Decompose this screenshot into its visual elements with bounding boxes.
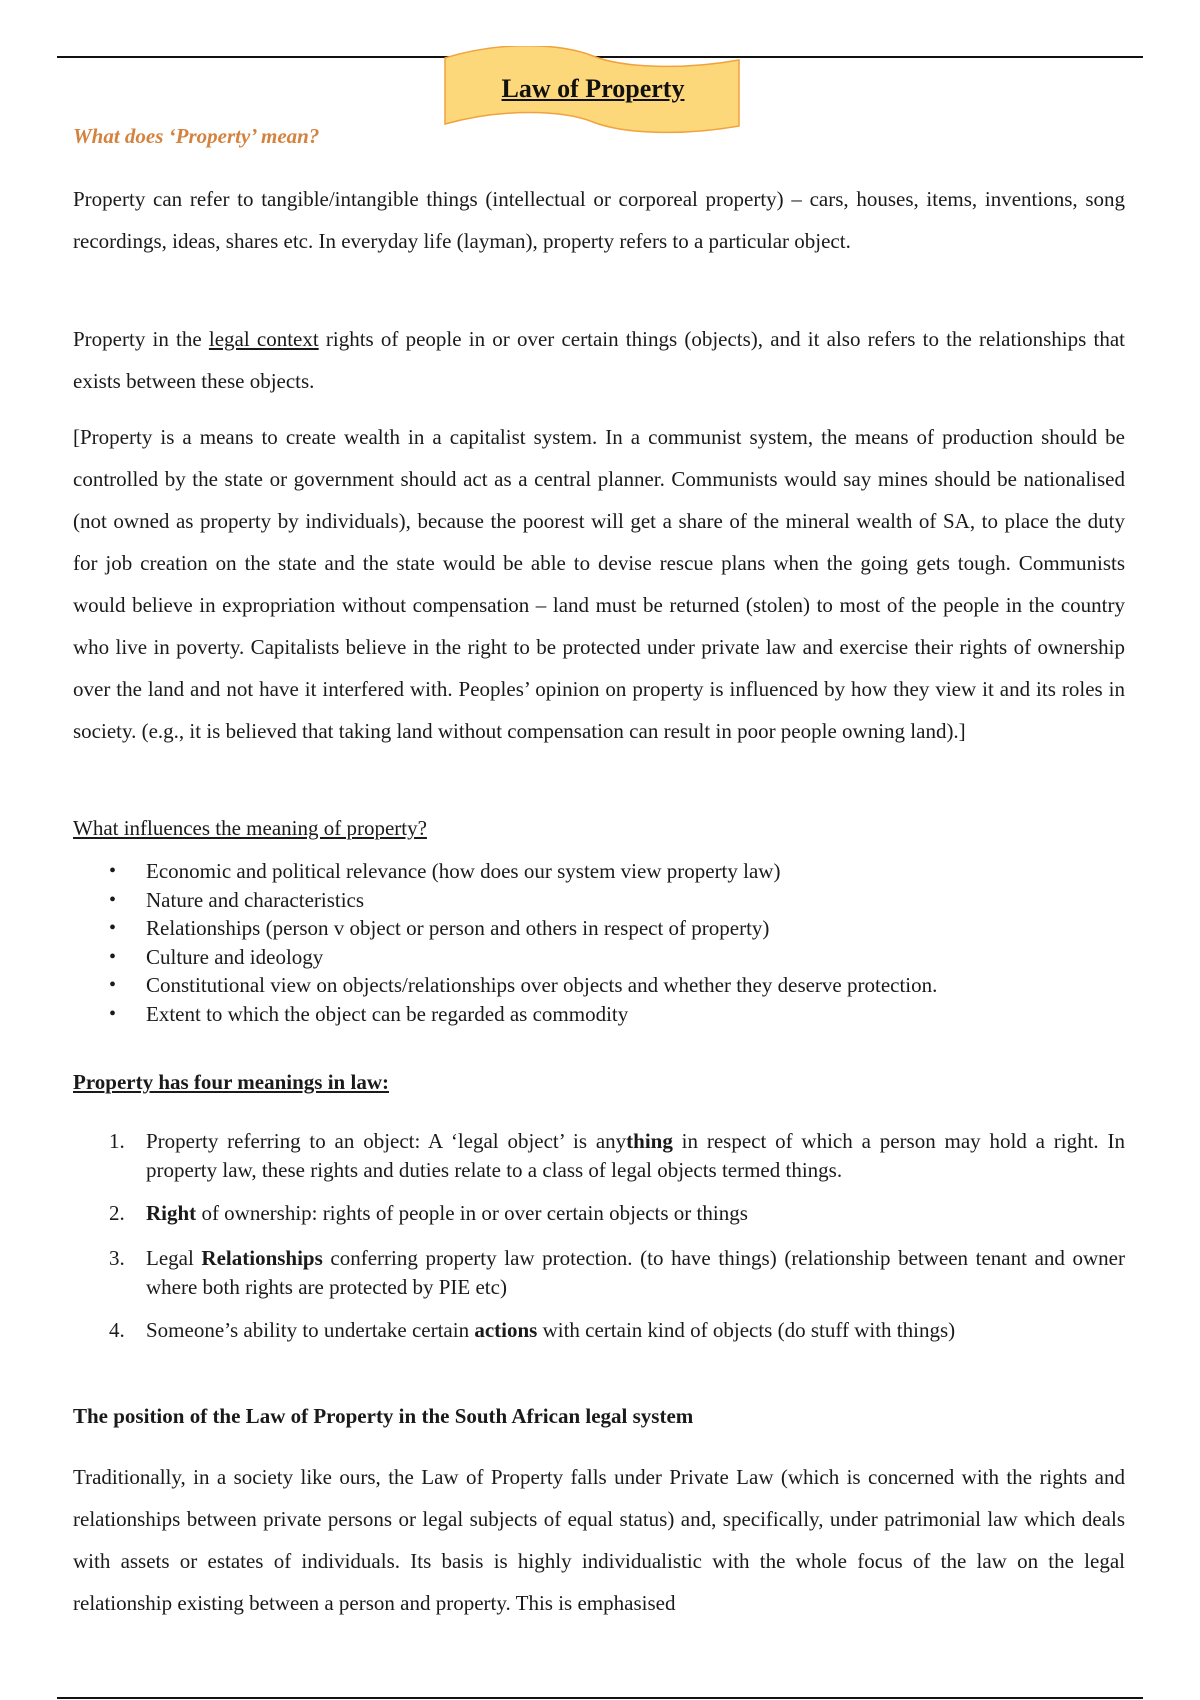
bullet-icon: • — [109, 1002, 117, 1025]
influence-text: Extent to which the object can be regarded as commodity — [146, 1001, 629, 1026]
bottom-rule — [57, 1697, 1143, 1699]
meaning-number: 4. — [109, 1318, 125, 1342]
legal-context-underline: legal context — [208, 327, 319, 351]
meaning-keyword: thing — [626, 1129, 673, 1153]
meaning-item: 4. Someone’s ability to undertake certain actions with certain kind of objects (do stuff with things) — [73, 1316, 1125, 1345]
bullet-icon: • — [109, 860, 117, 882]
title-banner — [443, 46, 743, 144]
section-subheading: What does ‘Property’ mean? — [73, 124, 320, 148]
influence-item — [73, 914, 1125, 943]
influence-text: Relationships (person v object or person and others in respect of property) — [146, 916, 770, 940]
influence-item — [73, 971, 1125, 1000]
paragraph-legal-context: Property in the legal context rights of people in or over certain things (objects), and it also refers to the relationships that exists between these objects. — [73, 327, 1125, 393]
meaning-item: 1. Property referring to an object: A ‘legal object’ is anything in respect of which a person may hold a right. In property law, these rights and duties relate to a class of legal objects termed things. — [109, 1129, 1125, 1182]
influence-item — [73, 886, 1125, 915]
bullet-icon: • — [109, 888, 117, 911]
meaning-keyword: actions — [474, 1318, 538, 1342]
bullet-icon: • — [109, 945, 117, 968]
paragraph-capitalism-communism: [Property is a means to create wealth in a capitalist system. In a communist system, the means of production should be controlled by the state or government should act as a central planner. Communists would say mines should be nationalised (not owned as property by individuals), because the poorest will get a share of the mineral wealth of SA, to place the duty for job creation on the state and the state would be able to devise rescue plans when the going gets tough. Communists would believe in expropriation without compensation – land must be returned (stolen) to most of the people in the country who live in poverty. Capitalists believe in the right to be protected under private law and exercise their rights of ownership over the land and not have it interfered with. Peoples’ opinion on property is influenced by how they view it and its roles in society. (e.g., it is believed that taking land without compensation can result in poor people owning land).] — [73, 425, 1125, 743]
influence-text: Culture and ideology — [146, 944, 324, 969]
meaning-keyword: Relationships — [201, 1246, 323, 1270]
influence-item — [73, 943, 1125, 972]
bullet-icon: • — [109, 917, 117, 939]
four-meanings-heading: Property has four meanings in law: — [73, 1070, 389, 1094]
influences-heading: What influences the meaning of property? — [73, 816, 427, 840]
position-heading: The position of the Law of Property in the South African legal system — [73, 1404, 694, 1428]
meaning-item: 3. Legal Relationships conferring property law protection. (to have things) (relationship between tenant and owner where both rights are protected by PIE etc) — [109, 1246, 1125, 1299]
meaning-number: 2. — [109, 1201, 125, 1225]
paragraph-intro: Property can refer to tangible/intangible things (intellectual or corporeal property) – cars, houses, items, inventions, song recordings, ideas, shares etc. In everyday life (layman), property refers to a particular object. — [73, 187, 1125, 253]
meaning-number: 1. — [109, 1129, 125, 1153]
influence-text: Economic and political relevance (how does our system view property law) — [146, 859, 781, 883]
influences-list — [73, 857, 1125, 1028]
influence-text: Nature and characteristics — [146, 887, 365, 912]
influence-item — [73, 857, 1125, 886]
influence-text: Constitutional view on objects/relationships over objects and whether they deserve protection. — [146, 973, 938, 997]
paragraph-private-law: Traditionally, in a society like ours, the Law of Property falls under Private Law (which is concerned with the rights and relationships between private persons or legal subjects of equal status) and, specifically, under patrimonial law which deals with assets or estates of individuals. Its basis is highly individualistic with the whole focus of the law on the legal relationship existing between a person and property. This is emphasised — [73, 1465, 1125, 1615]
bullet-icon: • — [109, 974, 117, 996]
page-title: Law of Property — [501, 74, 685, 103]
meaning-number: 3. — [109, 1246, 125, 1270]
influence-item — [73, 1000, 1125, 1029]
meaning-keyword: Right — [146, 1201, 197, 1225]
meaning-item: 2. Right of ownership: rights of people in or over certain objects or things — [73, 1199, 1125, 1228]
